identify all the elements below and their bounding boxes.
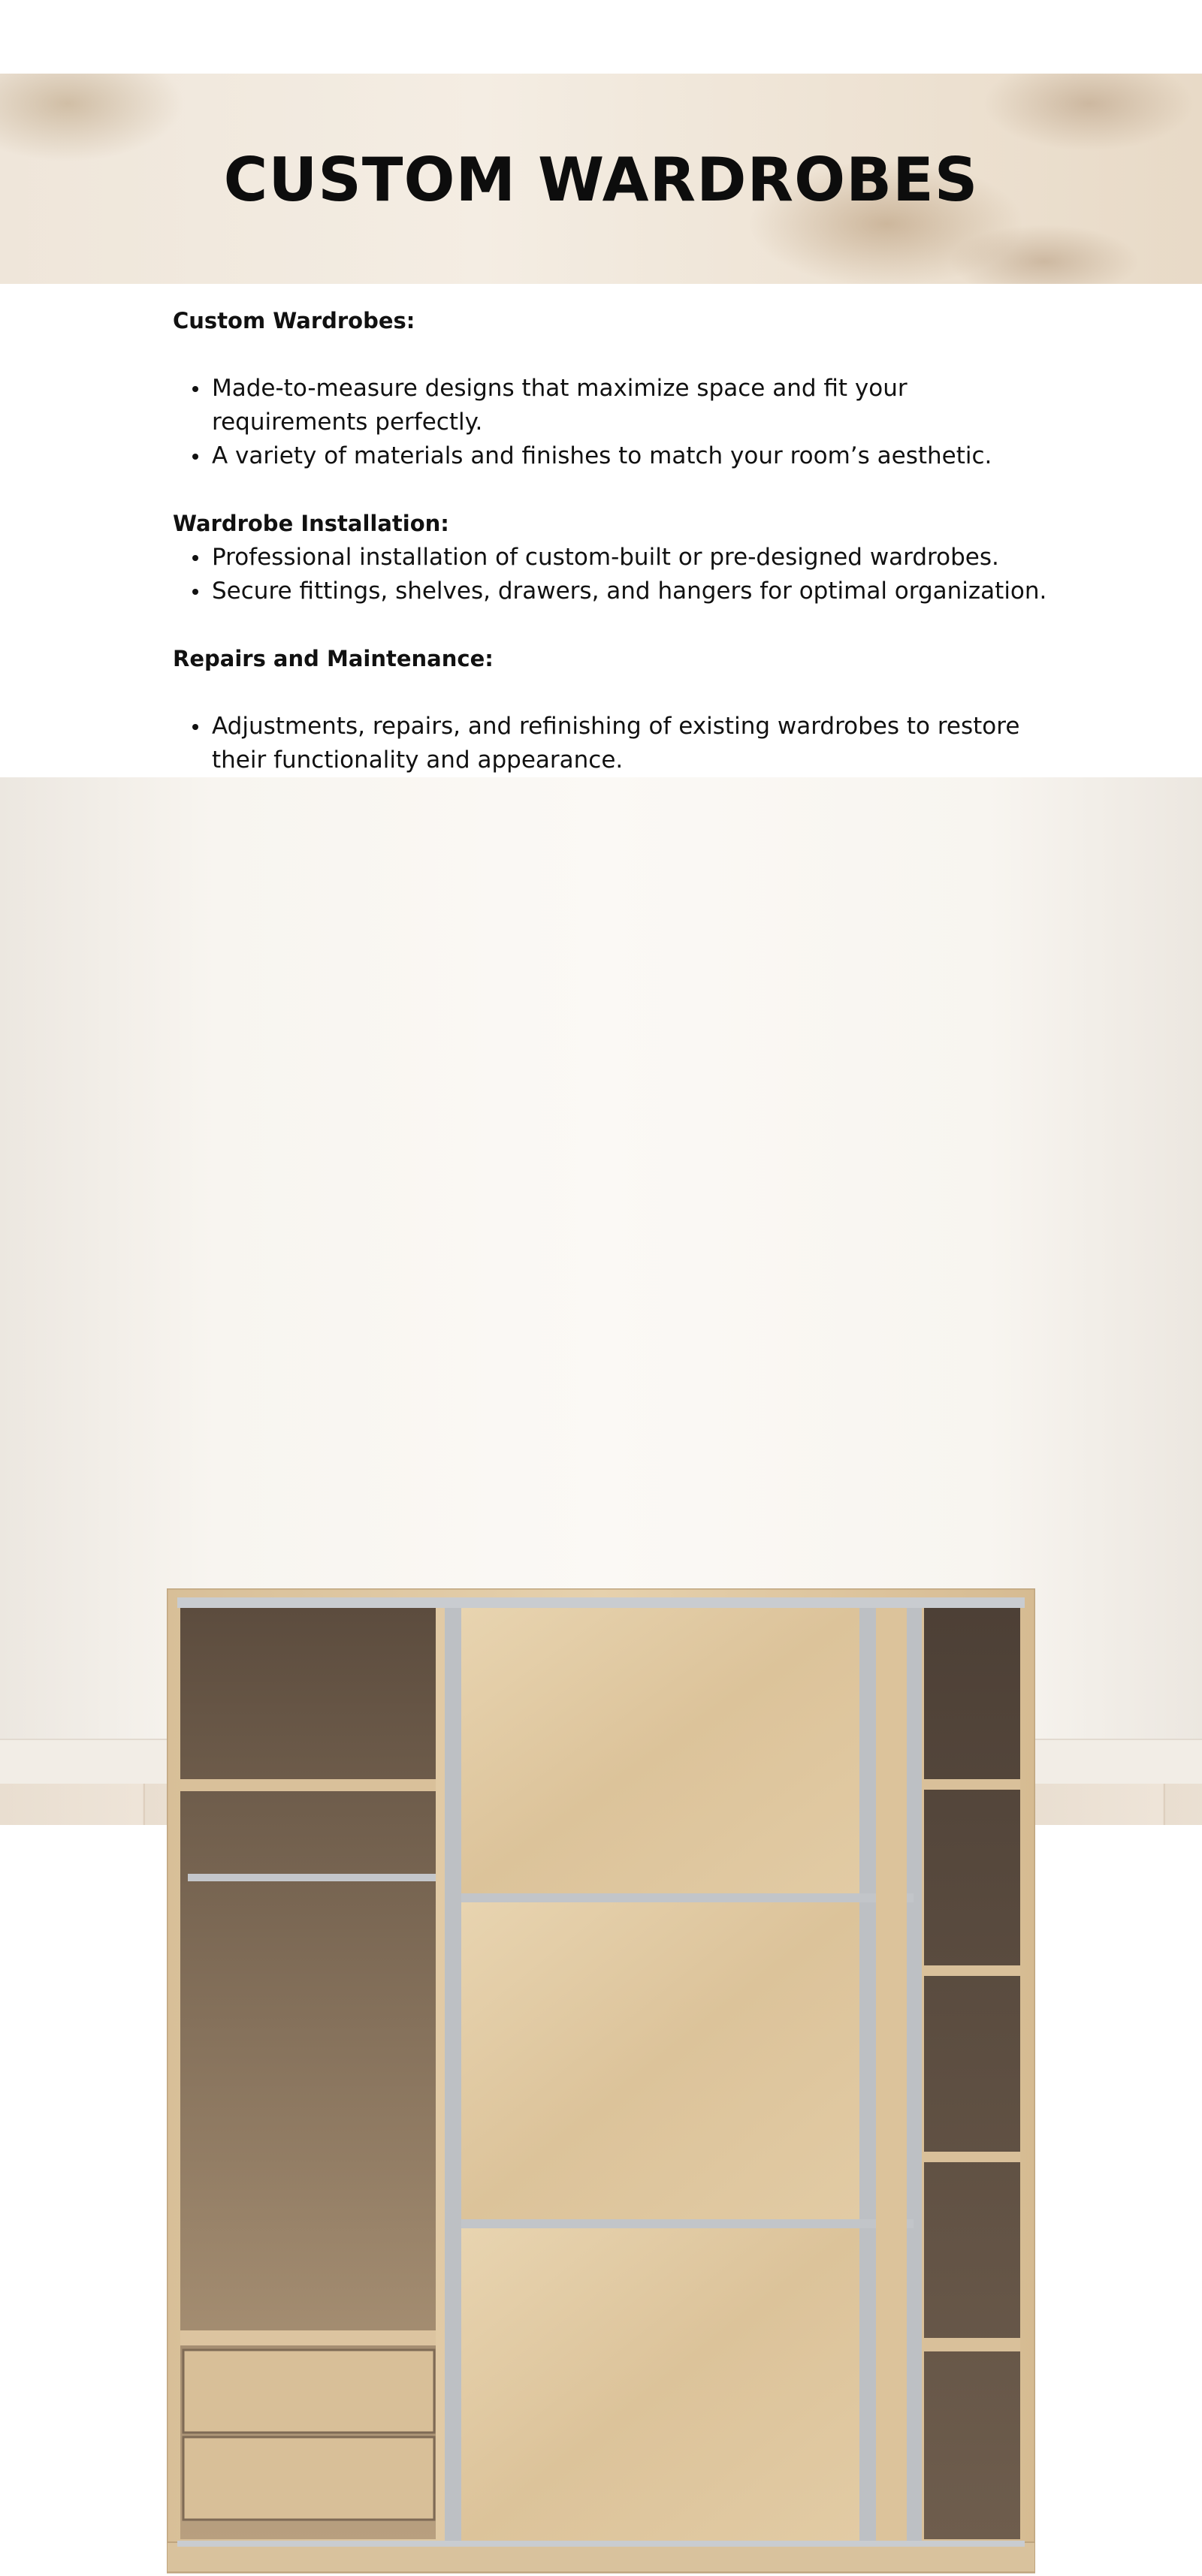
hanging-rail (188, 1874, 436, 1881)
custom-wardrobes-list (173, 372, 1059, 473)
door-panel-middle (461, 1902, 859, 2219)
door-panel-top (461, 1608, 859, 1893)
services-content (173, 304, 1059, 777)
door-divider-2 (461, 2219, 914, 2228)
list-item: Professional installation of custom-built or pre-designed wardrobes. (212, 541, 1059, 575)
bottom-rail (177, 2541, 1025, 2547)
right-shelf-2 (924, 1965, 1020, 1976)
repairs-maintenance-list (173, 710, 1059, 777)
wardrobe-photo (0, 777, 1202, 1825)
door-divider-1 (461, 1893, 914, 1902)
wardrobe-illustration (167, 1588, 1035, 2576)
list-item: Made-to-measure designs that maximize space and fit your requirements perfectly. (212, 372, 948, 439)
door-frame-right (859, 1608, 876, 2543)
section-heading-repairs-maintenance: Repairs and Maintenance: (173, 646, 494, 671)
right-shelf-3 (924, 2152, 1020, 2162)
drawer-top (183, 2350, 434, 2433)
page-title: CUSTOM WARDROBES (223, 145, 979, 215)
left-top-shelf (180, 1779, 436, 1791)
list-item: Secure fittings, shelves, drawers, and hangers for optimal organization. (212, 575, 1059, 608)
door-panel-bottom (461, 2228, 859, 2542)
section-heading-custom-wardrobes: Custom Wardrobes: (173, 308, 415, 333)
back-door-frame (907, 1608, 922, 2543)
drawer-bottom (183, 2437, 434, 2520)
door-frame-left (445, 1608, 461, 2543)
right-shelf-1 (924, 1779, 1020, 1790)
right-shelf-4 (924, 2338, 1020, 2351)
list-item: Adjustments, repairs, and refinishing of existing wardrobes to restore their functionality and appearance. (212, 710, 1038, 777)
back-door-strip (876, 1608, 907, 2543)
right-compartment (924, 1608, 1020, 2539)
list-item: A variety of materials and finishes to match your room’s aesthetic. (212, 439, 1059, 473)
top-rail (177, 1597, 1025, 1608)
left-bottom-shelf (180, 2330, 436, 2345)
header-banner (0, 74, 1202, 284)
section-heading-wardrobe-installation: Wardrobe Installation: (173, 511, 449, 536)
wardrobe-installation-list (173, 541, 1059, 608)
